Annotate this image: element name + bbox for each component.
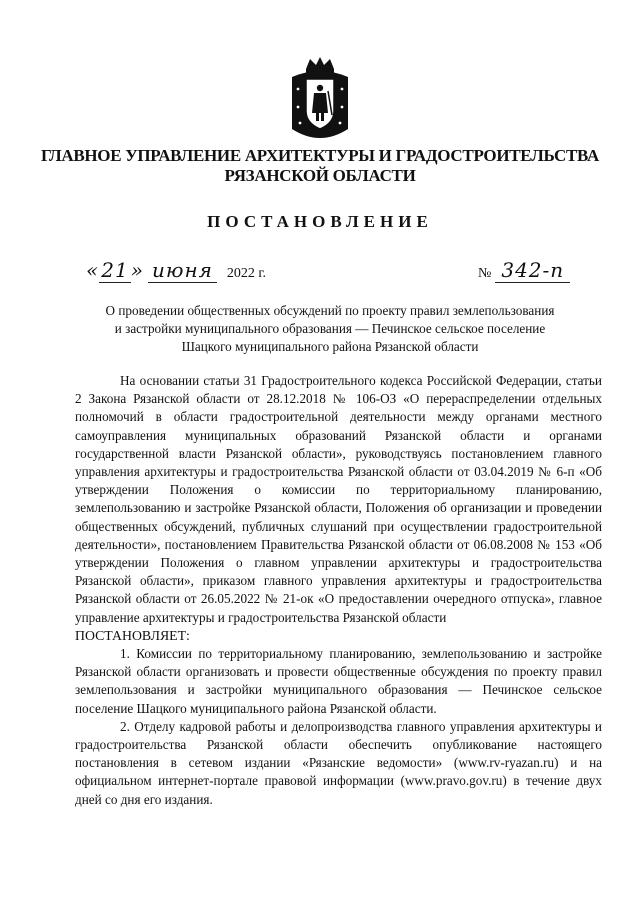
subject-line1: О проведении общественных обсуждений по проекту правил землепользования	[105, 303, 555, 318]
decree-word: ПОСТАНОВЛЯЕТ:	[75, 627, 190, 643]
document-number	[478, 258, 570, 283]
number-prefix: №	[478, 266, 492, 281]
organization-name-line2: РЯЗАНСКОЙ ОБЛАСТИ	[224, 166, 416, 185]
date-close-quote: »	[130, 258, 144, 282]
document-subject	[75, 302, 585, 356]
document-body	[75, 372, 602, 809]
date-month: июня	[148, 258, 217, 283]
preamble-paragraph: На основании статьи 31 Градостроительного кодекса Российской Федерации, статьи 2 Закона Рязанской области от 28.12.2018 № 106-ОЗ «О перераспределении отдельных полномочий в области градостроительной деятельности между органами местного самоуправления муниципальных образований Рязанской области и органами государственной власти Рязанской области», руководствуясь постановлением главного управления архитектуры и градостроительства Рязанской области от 03.04.2019 № 6-п «Об утверждении Положения о комиссии по территориальному планированию, землепользованию и застройке Рязанской области, Положения об организации и проведении общественных обсуждений, публичных слушаний при осуществлении градостроительной деятельности», постановлением Правительства Рязанской области от 06.08.2008 № 153 «Об утверждении Положения о главном управлении архитектуры и градостроительства Рязанской области», приказом главного управления архитектуры и градостроительства Рязанской области от 26.05.2022 № 21-ок «О предоставлении очередного отпуска», главное управление архитектуры и градостроительства Рязанской области	[75, 373, 602, 625]
subject-line2: и застройки муниципального образования — Печинское сельское поселение	[114, 321, 546, 336]
document-date	[86, 258, 266, 283]
subject-line3: Шацкого муниципального района Рязанской области	[181, 339, 479, 354]
number-value: 342-п	[495, 258, 570, 283]
clause-1-paragraph: 1. Комиссии по территориальному планированию, землепользованию и застройке Рязанской области организовать и провести общественные обсуждения по проекту правил землепользования и застройки муниципального образования — Печинское сельское поселение Шацкого муниципального района Рязанской области.	[75, 646, 602, 716]
document-type-title: ПОСТАНОВЛЕНИЕ	[207, 212, 433, 231]
coat-of-arms-icon	[286, 55, 354, 143]
date-year: 2022 г.	[226, 266, 267, 281]
date-open-quote: «	[86, 258, 100, 282]
clause-2-paragraph: 2. Отделу кадровой работы и делопроизводства главного управления архитектуры и градостроительства Рязанской области обеспечить опубликование настоящего постановления в сетевом издании «Рязанские ведомости» (www.rv-ryazan.ru) и на официальном интернет-портале правовой информации (www.pravo.gov.ru) в течение двух дней со дня его издания.	[75, 718, 602, 807]
organization-name-line1: ГЛАВНОЕ УПРАВЛЕНИЕ АРХИТЕКТУРЫ И ГРАДОСТРОИТЕЛЬСТВА	[41, 146, 599, 165]
date-day: 21	[101, 258, 129, 282]
